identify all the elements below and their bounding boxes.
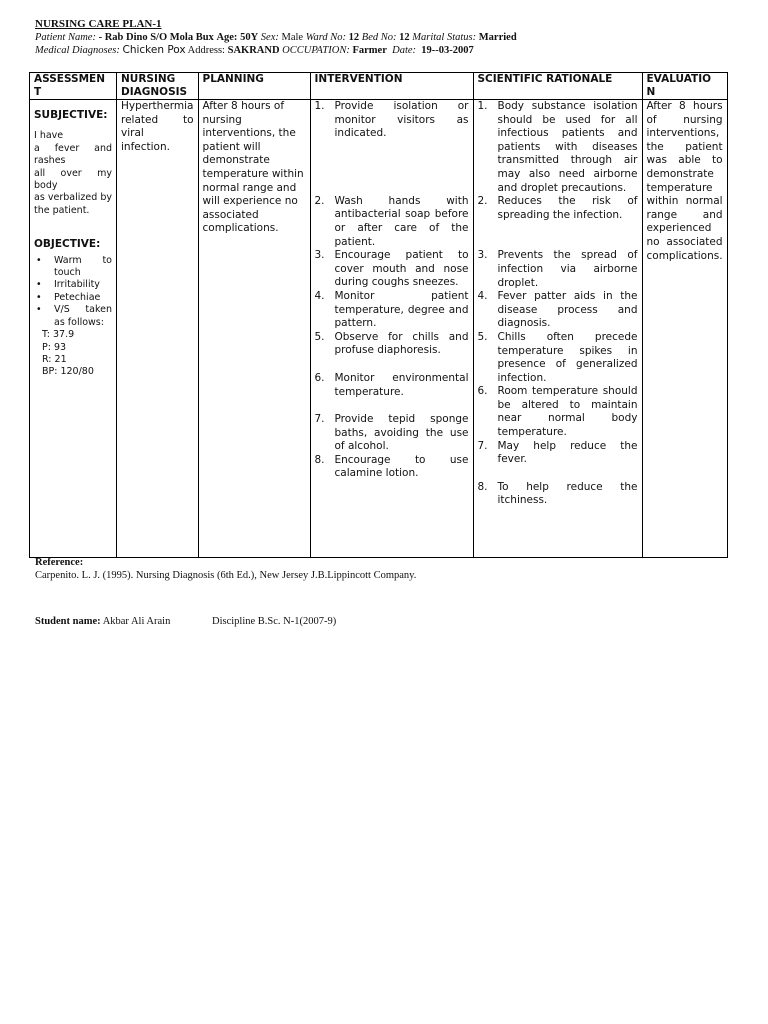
patient-name-label: Patient Name: <box>35 32 96 43</box>
item-text: Encourage patient to cover mouth and nose during coughs sneezes. <box>334 249 469 289</box>
list-item <box>478 249 638 290</box>
column-header-evaluation: EVALUATIO N <box>642 73 727 100</box>
column-header-scientific-rationale: SCIENTIFIC RATIONALE <box>473 73 642 100</box>
planning-text: patient will demonstrate temperature within normal range and will experience no associated complications. <box>202 140 304 235</box>
discipline-text: Discipline B.Sc. N-1(2007-9) <box>212 616 337 627</box>
column-header-assessment: ASSESSMEN T <box>30 73 117 100</box>
intervention-cell <box>310 100 473 558</box>
sex-label: Sex: <box>260 32 279 43</box>
student-name-label: Student name: <box>35 616 101 627</box>
planning-text: After 8 hours of nursing interventions, the <box>202 100 296 140</box>
rationale-list <box>478 100 638 508</box>
item-number: 4. <box>477 290 488 303</box>
item-text: Monitor patient temperature, degree and pattern. <box>334 289 469 330</box>
item-text: Reduces the risk of spreading the infection. <box>497 195 638 221</box>
table-header-row <box>30 73 728 100</box>
item-number: 1. <box>477 100 488 112</box>
patient-name-value: - Rab Dino S/O Mola Bux <box>98 32 214 43</box>
item-number: 2. <box>477 195 488 208</box>
objective-label: OBJECTIVE: <box>34 238 101 251</box>
intervention-list <box>315 100 469 481</box>
item-number: 3. <box>314 249 325 262</box>
vital-sign: T: 37.9 <box>42 329 75 341</box>
list-item <box>315 372 469 399</box>
reference-text: Carpenito. L. J. (1995). Nursing Diagnosis (6th Ed.), New Jersey J.B.Lippincott Company. <box>35 570 417 581</box>
list-item <box>315 249 469 290</box>
list-item <box>478 331 638 385</box>
document-title: NURSING CARE PLAN-1 <box>35 18 162 30</box>
list-item <box>315 195 469 249</box>
item-text: Provide tepid sponge baths, avoiding the use of alcohol. <box>334 413 469 453</box>
item-number: 8. <box>314 453 325 466</box>
list-item <box>478 385 638 439</box>
subjective-line: all over my body <box>34 167 112 192</box>
sex-value: Male <box>281 32 304 43</box>
address-label: Address: <box>187 45 225 56</box>
occupation-value: Farmer <box>352 45 387 56</box>
subjective-line: I have <box>34 130 64 142</box>
column-header-nursing-diagnosis: NURSING DIAGNOSIS <box>117 73 199 100</box>
item-number: 6. <box>477 385 488 398</box>
vital-sign: R: 21 <box>42 353 67 365</box>
item-text: To help reduce the itchiness. <box>497 480 638 507</box>
address-value: SAKRAND <box>227 45 280 56</box>
date-value: 19--03-2007 <box>421 45 474 56</box>
item-text: Encourage to use calamine lotion. <box>334 453 469 480</box>
scientific-rationale-cell <box>473 100 642 558</box>
list-item <box>315 100 469 141</box>
bed-label: Bed No: <box>361 32 397 43</box>
item-number: 4. <box>314 289 325 302</box>
list-item <box>315 331 469 358</box>
marital-status-value: Married <box>478 32 517 43</box>
ward-label: Ward No: <box>305 32 347 43</box>
nursing-diagnosis-cell: Hyperthermia related to viral infection. <box>117 100 199 558</box>
item-number: 6. <box>314 371 325 384</box>
occupation-label: OCCUPATION: <box>282 45 350 56</box>
item-number: 2. <box>314 194 325 207</box>
list-item <box>478 440 638 467</box>
subjective-line: as verbalized by the patient. <box>34 192 112 216</box>
list-item <box>315 454 469 481</box>
ward-value: 12 <box>348 32 360 43</box>
list-item <box>478 481 638 508</box>
age-label: Age: <box>216 32 238 43</box>
item-text: Prevents the spread of infection via airborne droplet. <box>497 249 638 289</box>
item-number: 7. <box>477 439 488 452</box>
subjective-line: a fever and rashes <box>34 142 112 167</box>
planning-cell <box>198 100 310 558</box>
date-label: Date: <box>392 45 417 56</box>
item-number: 5. <box>477 330 488 343</box>
column-header-planning: PLANNING <box>198 73 310 100</box>
subjective-label: SUBJECTIVE: <box>34 109 108 121</box>
assessment-cell <box>30 100 117 558</box>
item-number: 1. <box>314 100 325 112</box>
medical-diagnoses-value: Chicken Pox <box>122 44 186 56</box>
item-number: 5. <box>314 330 325 343</box>
student-info <box>35 616 337 627</box>
medical-diagnoses-label: Medical Diagnoses: <box>35 45 120 56</box>
bed-value: 12 <box>399 32 410 43</box>
diagnosis-info-line <box>35 44 517 57</box>
item-text: Chills often precede temperature spikes in presence of generalized infection. <box>497 330 638 384</box>
item-text: Wash hands with antibacterial soap before or after care of the patient. <box>334 194 469 248</box>
document-header <box>35 18 517 57</box>
item-text: Room temperature should be altered to maintain near normal body temperature. <box>497 385 638 439</box>
list-item: • Irritability <box>34 279 112 291</box>
item-text: Monitor environmental temperature. <box>334 371 469 398</box>
reference-label: Reference: <box>35 557 84 568</box>
evaluation-cell: After 8 hours of nursing interventions, the patient was able to demonstrate temperature within normal range and experienced no associated complications. <box>642 100 727 558</box>
list-item: • Warm to touch <box>34 255 112 280</box>
list-item <box>478 290 638 331</box>
marital-status-label: Marital Status: <box>412 32 477 43</box>
item-number: 3. <box>477 249 488 262</box>
objective-list <box>34 255 112 329</box>
vital-sign: P: 93 <box>42 341 67 353</box>
vital-sign: BP: 120/80 <box>42 366 94 378</box>
student-name-value: Akbar Ali Arain <box>102 616 171 627</box>
reference-section <box>35 556 416 582</box>
patient-info-line <box>35 31 517 44</box>
list-item <box>315 413 469 454</box>
item-text: Provide isolation or monitor visitors as indicated. <box>334 100 469 140</box>
list-item <box>315 290 469 331</box>
table-row <box>30 100 728 558</box>
list-item: • Petechiae <box>34 292 112 304</box>
item-text: Observe for chills and profuse diaphoresis. <box>334 330 469 357</box>
age-value: 50Y <box>240 32 259 43</box>
item-number: 8. <box>477 480 488 493</box>
nursing-care-plan-table <box>29 72 728 558</box>
item-text: May help reduce the fever. <box>497 439 638 466</box>
item-text: Fever patter aids in the disease process and diagnosis. <box>497 290 638 330</box>
column-header-intervention: INTERVENTION <box>310 73 473 100</box>
list-item <box>478 195 638 222</box>
list-item <box>478 100 638 195</box>
item-number: 7. <box>314 413 325 426</box>
list-item: • V/S taken as follows: <box>34 304 112 329</box>
item-text: Body substance isolation should be used for all infectious patients and patients with diseases transmitted through air may also need airborne and droplet precautions. <box>497 100 638 194</box>
